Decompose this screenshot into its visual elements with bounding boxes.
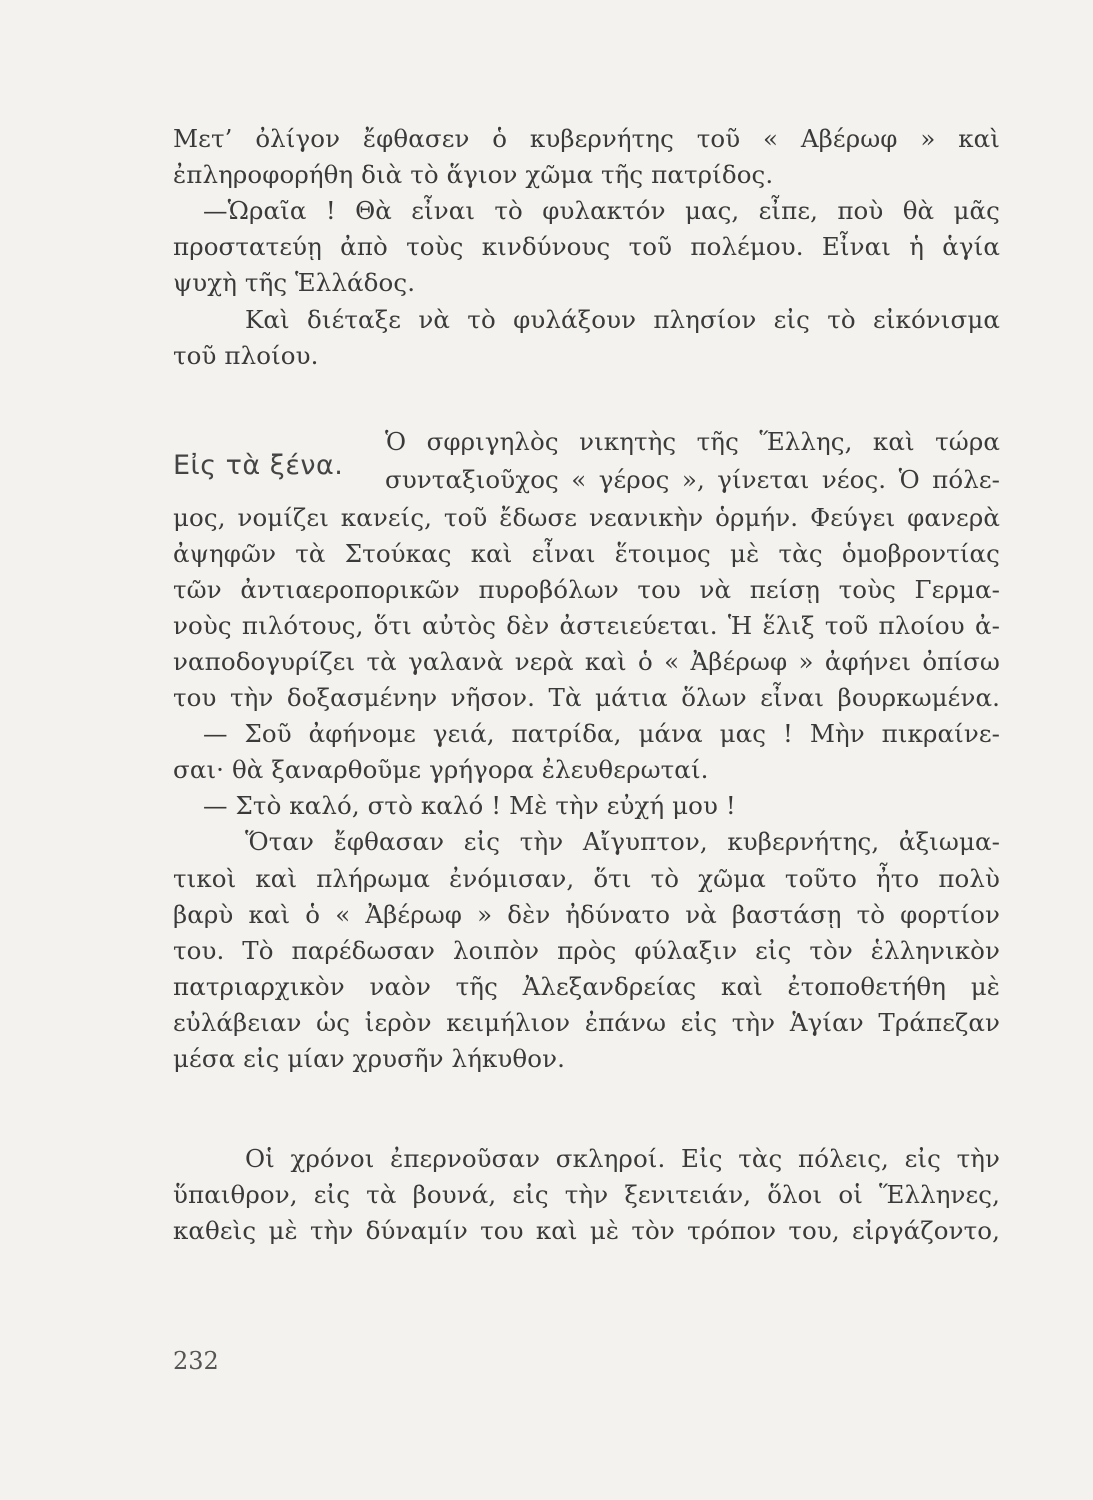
text-line: Ὅταν ἔφθασαν εἰς τὴν Αἴγυπτον, κυβερνήτης, ἀξιωμα- xyxy=(245,827,1000,856)
text-line: εὐλάβειαν ὡς ἱερὸν κειμήλιον ἐπάνω εἰς τὴν Ἁγίαν Τράπεζαν xyxy=(173,1008,1000,1037)
text-line: Καὶ διέταξε νὰ τὸ φυλάξουν πλησίον εἰς τὸ εἰκόνισμα xyxy=(245,305,1000,334)
text-line: Ὁ σφριγηλὸς νικητὴς τῆς Ἕλλης, καὶ τώρα xyxy=(385,427,1000,456)
text-line: — Σοῦ ἀφήνομε γειά, πατρίδα, μάνα μας ! Μὴν πικραίνε- xyxy=(203,719,1000,748)
text-line: ἀψηφῶν τὰ Στούκας καὶ εἶναι ἕτοιμος μὲ τὰς ὁμοβροντίας xyxy=(173,539,1000,568)
text-line: μέσα εἰς μίαν χρυσῆν λήκυθον. xyxy=(173,1044,565,1073)
text-line: πατριαρχικὸν ναὸν τῆς Ἀλεξανδρείας καὶ ἐτοποθετήθη μὲ xyxy=(173,972,1000,1001)
text-line: βαρὺ καὶ ὁ « Ἀβέρωφ » δὲν ἠδύνατο νὰ βαστάσῃ τὸ φορτίον xyxy=(173,900,1000,929)
text-line: Μετ’ ὀλίγον ἔφθασεν ὁ κυβερνήτης τοῦ « Αβέρωφ » καὶ xyxy=(173,124,1000,153)
text-line: συνταξιοῦχος « γέρος », γίνεται νέος. Ὁ πόλε- xyxy=(385,465,1000,494)
text-line: ἐπληροφορήθη διὰ τὸ ἅγιον χῶμα τῆς πατρίδος. xyxy=(173,160,774,189)
text-line: — Στὸ καλό, στὸ καλό ! Μὲ τὴν εὐχή μου ! xyxy=(203,791,736,820)
side-heading: Εἰς τὰ ξένα. xyxy=(173,450,344,481)
text-line: προστατεύῃ ἀπὸ τοὺς κινδύνους τοῦ πολέμου. Εἶναι ἡ ἁγία xyxy=(173,232,1000,261)
text-line: σαι· θὰ ξαναρθοῦμε γρήγορα ἐλευθερωταί. xyxy=(173,755,709,784)
page-number: 232 xyxy=(173,1347,219,1375)
text-line: —Ὡραῖα ! Θὰ εἶναι τὸ φυλακτόν μας, εἶπε, ποὺ θὰ μᾶς xyxy=(203,196,1000,225)
text-line: τικοὶ καὶ πλήρωμα ἐνόμισαν, ὅτι τὸ χῶμα τοῦτο ἦτο πολὺ xyxy=(173,864,1000,893)
text-line: ὕπαιθρον, εἰς τὰ βουνά, εἰς τὴν ξενιτειάν, ὅλοι οἱ Ἕλληνες, xyxy=(173,1180,1000,1209)
text-line: ναποδογυρίζει τὰ γαλανὰ νερὰ καὶ ὁ « Ἀβέρωφ » ἀφήνει ὀπίσω xyxy=(173,647,1000,676)
text-line: τῶν ἀντιαεροπορικῶν πυροβόλων του νὰ πείσῃ τοὺς Γερμα- xyxy=(173,575,1000,604)
text-line: καθεὶς μὲ τὴν δύναμίν του καὶ μὲ τὸν τρόπον του, εἰργάζοντο, xyxy=(173,1216,1000,1245)
text-line: νοὺς πιλότους, ὅτι αὐτὸς δὲν ἀστειεύεται. Ἡ ἕλιξ τοῦ πλοίου ἀ- xyxy=(173,611,1000,640)
text-line: ψυχὴ τῆς Ἑλλάδος. xyxy=(173,268,416,297)
text-line: τοῦ πλοίου. xyxy=(173,341,319,370)
text-line: του. Τὸ παρέδωσαν λοιπὸν πρὸς φύλαξιν εἰς τὸν ἑλληνικὸν xyxy=(173,936,1000,965)
text-line: του τὴν δοξασμένην νῆσον. Τὰ μάτια ὅλων εἶναι βουρκωμένα. xyxy=(173,683,1000,712)
text-line: μος, νομίζει κανείς, τοῦ ἔδωσε νεανικὴν ὁρμήν. Φεύγει φανερὰ xyxy=(173,503,1000,532)
text-line: Οἱ χρόνοι ἐπερνοῦσαν σκληροί. Εἰς τὰς πόλεις, εἰς τὴν xyxy=(245,1144,1000,1173)
